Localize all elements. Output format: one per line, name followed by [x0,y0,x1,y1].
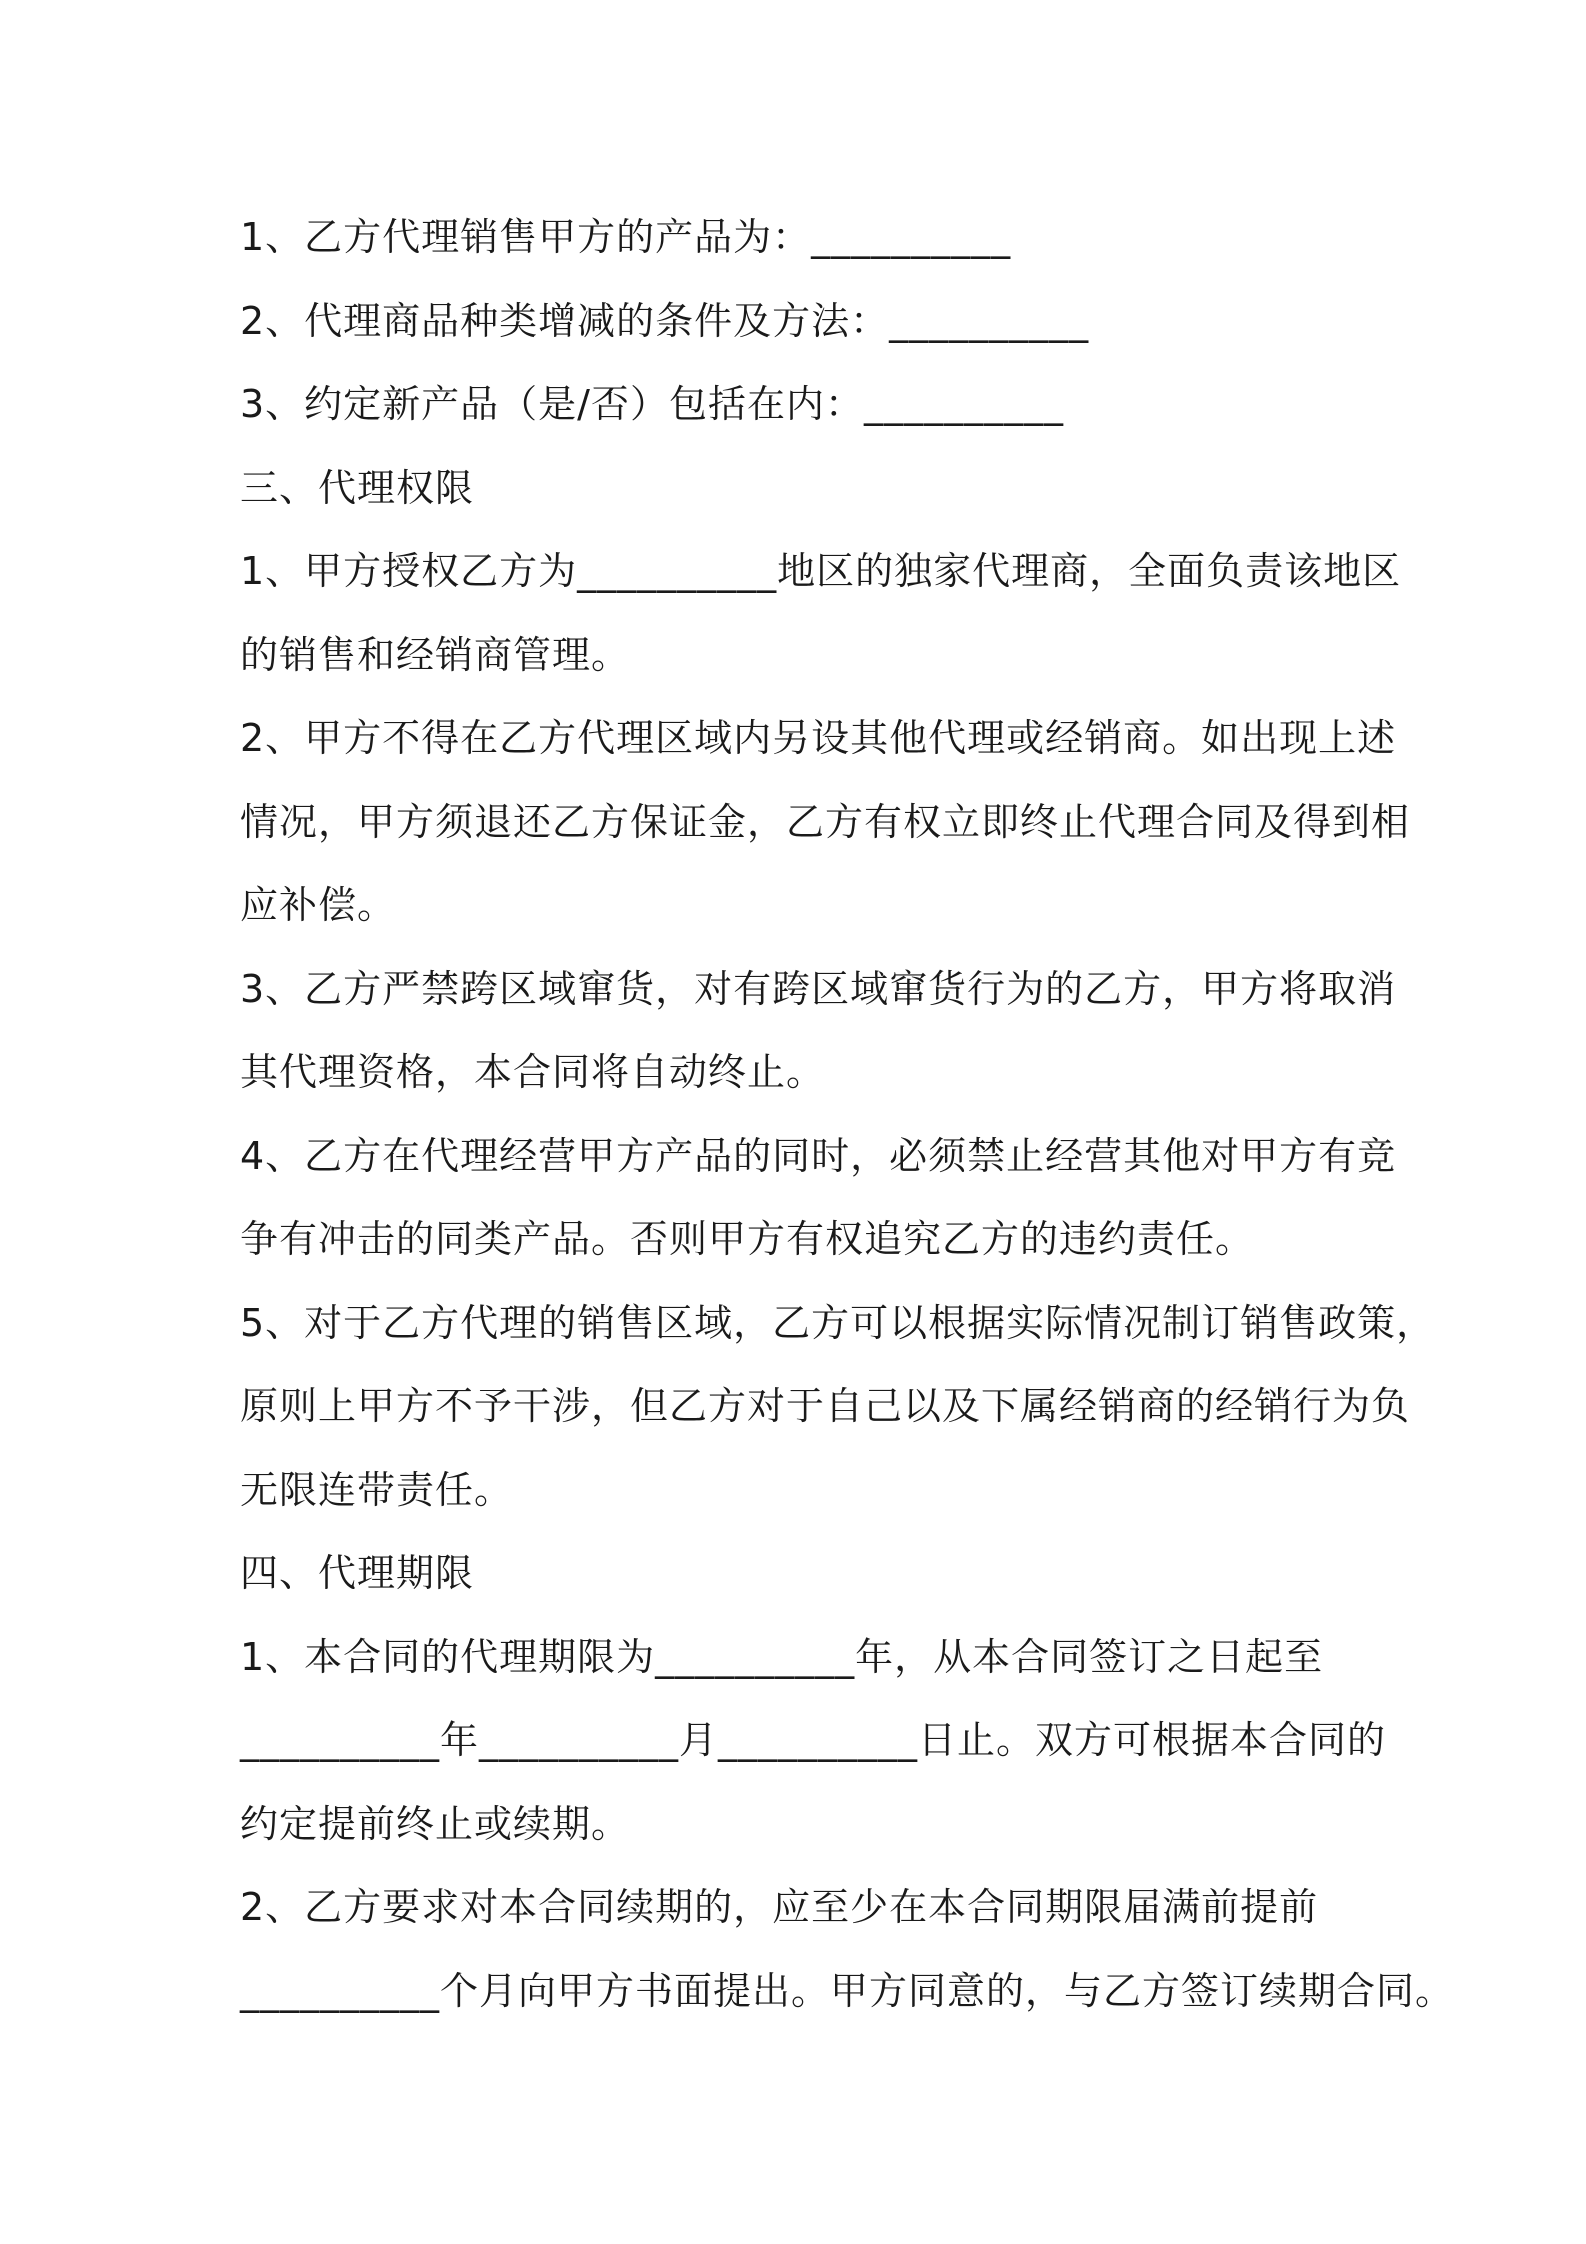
clause-3-3-line-2: 其代理资格，本合同将自动终止。 [240,1050,826,1094]
clause-4-1-line-1: 1、本合同的代理期限为__________年，从本合同签订之日起至 [240,1634,1324,1679]
clause-2-1-products: 1、乙方代理销售甲方的产品为：__________ [240,215,1012,259]
clause-3-1-line-2: 的销售和经销商管理。 [240,632,631,677]
clause-3-2-line-3: 应补偿。 [240,883,397,927]
clause-2-2-category-change: 2、代理商品种类增减的条件及方法：__________ [240,298,1090,343]
clause-3-5-line-3: 无限连带责任。 [240,1467,514,1512]
section-heading-agency-term: 四、代理期限 [240,1551,475,1595]
clause-3-4-line-1: 4、乙方在代理经营甲方产品的同时，必须禁止经营其他对甲方有竞 [240,1133,1397,1178]
clause-3-3-line-1: 3、乙方严禁跨区域窜货，对有跨区域窜货行为的乙方，甲方将取消 [240,966,1397,1011]
document-body [240,196,1455,2033]
clause-3-4-line-2: 争有冲击的同类产品。否则甲方有权追究乙方的违约责任。 [240,1217,1255,1261]
clause-3-1-line-1: 1、甲方授权乙方为__________地区的独家代理商，全面负责该地区 [240,549,1402,593]
clause-3-5-line-2: 原则上甲方不予干涉，但乙方对于自己以及下属经销商的经销行为负 [240,1384,1411,1428]
clause-4-1-line-3: 约定提前终止或续期。 [240,1801,631,1846]
clause-3-2-line-2: 情况，甲方须退还乙方保证金，乙方有权立即终止代理合同及得到相 [240,799,1411,844]
clause-4-1-line-2: __________年__________月__________日止。双方可根据本合同的 [240,1718,1387,1762]
clause-3-5-line-1: 5、对于乙方代理的销售区域，乙方可以根据实际情况制订销售政策， [240,1300,1436,1345]
clause-4-2-line-1: 2、乙方要求对本合同续期的，应至少在本合同期限届满前提前 [240,1885,1319,1929]
clause-3-2-line-1: 2、甲方不得在乙方代理区域内另设其他代理或经销商。如出现上述 [240,716,1397,760]
clause-4-2-line-2: __________个月向甲方书面提出。甲方同意的，与乙方签订续期合同。 [240,1968,1455,2013]
section-heading-agency-authority: 三、代理权限 [240,465,475,510]
clause-2-3-new-products: 3、约定新产品（是/否）包括在内：__________ [240,382,1064,426]
